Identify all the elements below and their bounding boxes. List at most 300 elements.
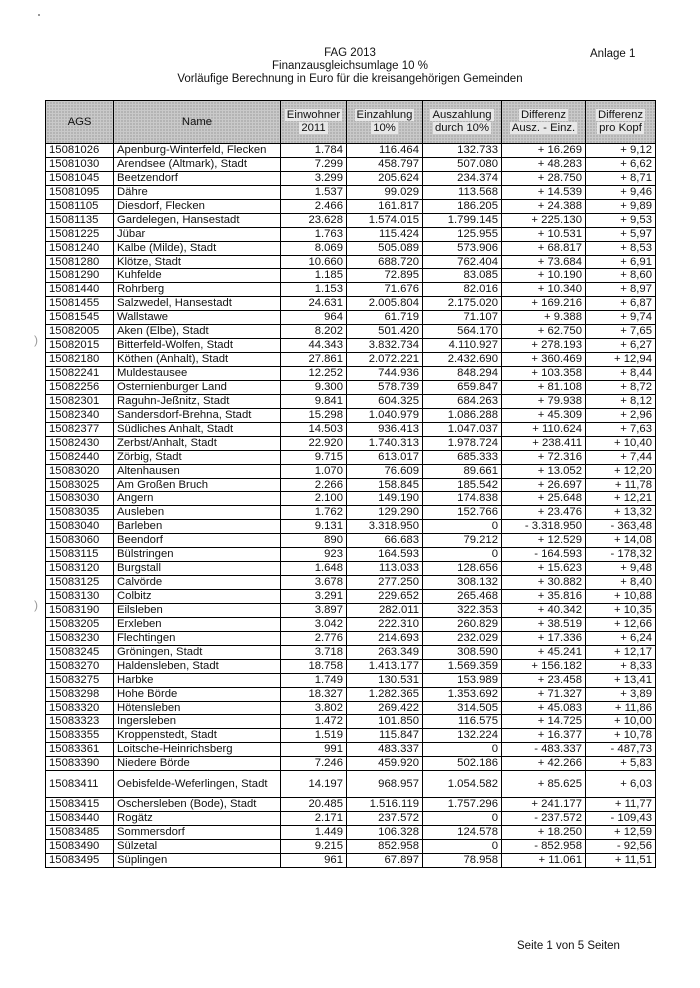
cell-einwohner: 991 bbox=[281, 743, 347, 757]
cell-name: Hohe Börde bbox=[114, 687, 281, 701]
cell-name: Beetzendorf bbox=[114, 171, 281, 185]
cell-auszahlung: 89.661 bbox=[423, 464, 502, 478]
cell-differenz: + 12.529 bbox=[502, 534, 586, 548]
cell-name: Oschersleben (Bode), Stadt bbox=[114, 798, 281, 812]
cell-auszahlung: 2.175.020 bbox=[423, 297, 502, 311]
table-row bbox=[46, 506, 656, 520]
cell-differenz: + 25.648 bbox=[502, 492, 586, 506]
cell-name: Sommersdorf bbox=[114, 826, 281, 840]
cell-einwohner: 22.920 bbox=[281, 436, 347, 450]
cell-differenz: + 62.750 bbox=[502, 325, 586, 339]
cell-auszahlung: 684.263 bbox=[423, 394, 502, 408]
cell-pro-kopf: + 5,83 bbox=[586, 757, 656, 771]
cell-differenz: + 73.684 bbox=[502, 255, 586, 269]
cell-differenz: + 10.340 bbox=[502, 283, 586, 297]
cell-auszahlung: 113.568 bbox=[423, 185, 502, 199]
cell-name: Muldestausee bbox=[114, 367, 281, 381]
cell-auszahlung: 507.080 bbox=[423, 157, 502, 171]
cell-differenz: + 169.216 bbox=[502, 297, 586, 311]
cell-ags: 15081240 bbox=[46, 241, 114, 255]
table-row bbox=[46, 603, 656, 617]
cell-differenz: + 103.358 bbox=[502, 367, 586, 381]
cell-ags: 15082301 bbox=[46, 394, 114, 408]
cell-einwohner: 8.069 bbox=[281, 241, 347, 255]
cell-einwohner: 1.784 bbox=[281, 144, 347, 158]
cell-differenz: + 14.725 bbox=[502, 715, 586, 729]
table-row bbox=[46, 394, 656, 408]
table-row bbox=[46, 171, 656, 185]
cell-name: Osternienburger Land bbox=[114, 380, 281, 394]
cell-einwohner: 2.266 bbox=[281, 478, 347, 492]
cell-ags: 15083030 bbox=[46, 492, 114, 506]
cell-ags: 15083355 bbox=[46, 729, 114, 743]
cell-name: Jübar bbox=[114, 227, 281, 241]
cell-einwohner: 18.758 bbox=[281, 659, 347, 673]
cell-name: Harbke bbox=[114, 673, 281, 687]
cell-differenz: + 16.377 bbox=[502, 729, 586, 743]
cell-auszahlung: 265.468 bbox=[423, 590, 502, 604]
cell-pro-kopf: + 11,51 bbox=[586, 853, 656, 867]
cell-differenz: + 28.750 bbox=[502, 171, 586, 185]
cell-einwohner: 44.343 bbox=[281, 339, 347, 353]
cell-einzahlung: 101.850 bbox=[347, 715, 423, 729]
cell-pro-kopf: + 6,03 bbox=[586, 771, 656, 798]
cell-name: Sandersdorf-Brehna, Stadt bbox=[114, 408, 281, 422]
header-name: Name bbox=[114, 101, 281, 144]
cell-differenz: + 42.266 bbox=[502, 757, 586, 771]
cell-einwohner: 1.472 bbox=[281, 715, 347, 729]
cell-auszahlung: 174.838 bbox=[423, 492, 502, 506]
cell-einzahlung: 282.011 bbox=[347, 603, 423, 617]
table-row bbox=[46, 227, 656, 241]
header-einzahlung: Einzahlung 10% bbox=[347, 101, 423, 144]
cell-auszahlung: 78.958 bbox=[423, 853, 502, 867]
cell-differenz: + 26.697 bbox=[502, 478, 586, 492]
cell-name: Gröningen, Stadt bbox=[114, 645, 281, 659]
table-row bbox=[46, 590, 656, 604]
table-row bbox=[46, 853, 656, 867]
cell-differenz: + 110.624 bbox=[502, 422, 586, 436]
cell-name: Colbitz bbox=[114, 590, 281, 604]
cell-einwohner: 7.246 bbox=[281, 757, 347, 771]
cell-ags: 15083025 bbox=[46, 478, 114, 492]
cell-name: Diesdorf, Flecken bbox=[114, 199, 281, 213]
cell-auszahlung: 71.107 bbox=[423, 311, 502, 325]
cell-name: Angern bbox=[114, 492, 281, 506]
cell-pro-kopf: + 8,12 bbox=[586, 394, 656, 408]
table-row bbox=[46, 367, 656, 381]
cell-einwohner: 1.449 bbox=[281, 826, 347, 840]
cell-auszahlung: 232.029 bbox=[423, 631, 502, 645]
cell-auszahlung: 1.353.692 bbox=[423, 687, 502, 701]
cell-differenz: + 23.458 bbox=[502, 673, 586, 687]
header-einwohner: Einwohner 2011 bbox=[281, 101, 347, 144]
table-row bbox=[46, 715, 656, 729]
cell-pro-kopf: + 5,97 bbox=[586, 227, 656, 241]
cell-ags: 15081135 bbox=[46, 213, 114, 227]
table-row bbox=[46, 408, 656, 422]
cell-einzahlung: 229.652 bbox=[347, 590, 423, 604]
cell-pro-kopf: + 8,97 bbox=[586, 283, 656, 297]
cell-ags: 15081045 bbox=[46, 171, 114, 185]
punch-hole-mark: ) bbox=[34, 598, 38, 612]
cell-einzahlung: 130.531 bbox=[347, 673, 423, 687]
cell-einwohner: 10.660 bbox=[281, 255, 347, 269]
cell-ags: 15083230 bbox=[46, 631, 114, 645]
cell-einwohner: 964 bbox=[281, 311, 347, 325]
cell-pro-kopf: + 9,12 bbox=[586, 144, 656, 158]
cell-pro-kopf: + 6,62 bbox=[586, 157, 656, 171]
cell-pro-kopf: + 8,72 bbox=[586, 380, 656, 394]
cell-pro-kopf: + 12,20 bbox=[586, 464, 656, 478]
cell-einzahlung: 501.420 bbox=[347, 325, 423, 339]
cell-einwohner: 923 bbox=[281, 548, 347, 562]
cell-einzahlung: 968.957 bbox=[347, 771, 423, 798]
cell-differenz: + 14.539 bbox=[502, 185, 586, 199]
cell-ags: 15083120 bbox=[46, 562, 114, 576]
cell-einzahlung: 158.845 bbox=[347, 478, 423, 492]
cell-ags: 15082340 bbox=[46, 408, 114, 422]
cell-einzahlung: 164.593 bbox=[347, 548, 423, 562]
table-row bbox=[46, 757, 656, 771]
cell-ags: 15083190 bbox=[46, 603, 114, 617]
cell-einzahlung: 1.740.313 bbox=[347, 436, 423, 450]
cell-ags: 15083440 bbox=[46, 812, 114, 826]
table-row bbox=[46, 436, 656, 450]
cell-ags: 15081225 bbox=[46, 227, 114, 241]
cell-einwohner: 1.762 bbox=[281, 506, 347, 520]
table-row bbox=[46, 339, 656, 353]
cell-pro-kopf: + 6,24 bbox=[586, 631, 656, 645]
table-body bbox=[46, 144, 656, 868]
cell-pro-kopf: + 10,40 bbox=[586, 436, 656, 450]
cell-ags: 15083490 bbox=[46, 840, 114, 854]
cell-einwohner: 3.897 bbox=[281, 603, 347, 617]
cell-differenz: - 164.593 bbox=[502, 548, 586, 562]
cell-einwohner: 1.153 bbox=[281, 283, 347, 297]
cell-differenz: + 71.327 bbox=[502, 687, 586, 701]
cell-pro-kopf: + 12,59 bbox=[586, 826, 656, 840]
cell-name: Zerbst/Anhalt, Stadt bbox=[114, 436, 281, 450]
cell-einzahlung: 115.424 bbox=[347, 227, 423, 241]
cell-pro-kopf: + 10,88 bbox=[586, 590, 656, 604]
cell-einzahlung: 149.190 bbox=[347, 492, 423, 506]
cell-pro-kopf: - 487,73 bbox=[586, 743, 656, 757]
cell-einwohner: 2.466 bbox=[281, 199, 347, 213]
calculation-table bbox=[45, 100, 656, 868]
cell-einzahlung: 613.017 bbox=[347, 450, 423, 464]
scan-speck bbox=[38, 14, 40, 16]
cell-auszahlung: 0 bbox=[423, 548, 502, 562]
cell-differenz: + 40.342 bbox=[502, 603, 586, 617]
cell-einzahlung: 129.290 bbox=[347, 506, 423, 520]
table-row bbox=[46, 812, 656, 826]
cell-einwohner: 23.628 bbox=[281, 213, 347, 227]
cell-auszahlung: 83.085 bbox=[423, 269, 502, 283]
table-row bbox=[46, 548, 656, 562]
cell-pro-kopf: - 363,48 bbox=[586, 520, 656, 534]
cell-pro-kopf: + 9,48 bbox=[586, 562, 656, 576]
cell-differenz: + 38.519 bbox=[502, 617, 586, 631]
cell-name: Burgstall bbox=[114, 562, 281, 576]
cell-differenz: + 45.241 bbox=[502, 645, 586, 659]
cell-einwohner: 3.802 bbox=[281, 701, 347, 715]
cell-name: Ingersleben bbox=[114, 715, 281, 729]
cell-einwohner: 12.252 bbox=[281, 367, 347, 381]
cell-differenz: + 68.817 bbox=[502, 241, 586, 255]
cell-pro-kopf: + 2,96 bbox=[586, 408, 656, 422]
table-row bbox=[46, 380, 656, 394]
cell-einwohner: 3.678 bbox=[281, 576, 347, 590]
cell-name: Flechtingen bbox=[114, 631, 281, 645]
cell-name: Eilsleben bbox=[114, 603, 281, 617]
cell-name: Ausleben bbox=[114, 506, 281, 520]
cell-auszahlung: 124.578 bbox=[423, 826, 502, 840]
table-row bbox=[46, 422, 656, 436]
cell-name: Haldensleben, Stadt bbox=[114, 659, 281, 673]
cell-name: Am Großen Bruch bbox=[114, 478, 281, 492]
cell-ags: 15083115 bbox=[46, 548, 114, 562]
table-row bbox=[46, 255, 656, 269]
cell-ags: 15083245 bbox=[46, 645, 114, 659]
cell-name: Zörbig, Stadt bbox=[114, 450, 281, 464]
cell-einzahlung: 578.739 bbox=[347, 380, 423, 394]
cell-auszahlung: 573.906 bbox=[423, 241, 502, 255]
cell-ags: 15083040 bbox=[46, 520, 114, 534]
cell-einwohner: 9.131 bbox=[281, 520, 347, 534]
cell-name: Gardelegen, Hansestadt bbox=[114, 213, 281, 227]
table-row bbox=[46, 798, 656, 812]
table-row bbox=[46, 213, 656, 227]
cell-name: Bülstringen bbox=[114, 548, 281, 562]
cell-einzahlung: 113.033 bbox=[347, 562, 423, 576]
cell-einwohner: 3.718 bbox=[281, 645, 347, 659]
table-header-row bbox=[46, 101, 656, 144]
cell-einzahlung: 71.676 bbox=[347, 283, 423, 297]
cell-differenz: - 483.337 bbox=[502, 743, 586, 757]
table-row bbox=[46, 673, 656, 687]
cell-auszahlung: 0 bbox=[423, 840, 502, 854]
cell-pro-kopf: + 8,33 bbox=[586, 659, 656, 673]
cell-auszahlung: 4.110.927 bbox=[423, 339, 502, 353]
cell-pro-kopf: - 109,43 bbox=[586, 812, 656, 826]
cell-pro-kopf: + 12,17 bbox=[586, 645, 656, 659]
cell-ags: 15083060 bbox=[46, 534, 114, 548]
cell-pro-kopf: - 178,32 bbox=[586, 548, 656, 562]
cell-einzahlung: 688.720 bbox=[347, 255, 423, 269]
cell-einzahlung: 61.719 bbox=[347, 311, 423, 325]
cell-name: Altenhausen bbox=[114, 464, 281, 478]
cell-einwohner: 961 bbox=[281, 853, 347, 867]
header-ags: AGS bbox=[46, 101, 114, 144]
cell-differenz: + 241.177 bbox=[502, 798, 586, 812]
header-differenz-pro-kopf: Differenz pro Kopf bbox=[586, 101, 656, 144]
cell-differenz: + 11.061 bbox=[502, 853, 586, 867]
cell-auszahlung: 1.047.037 bbox=[423, 422, 502, 436]
cell-einzahlung: 936.413 bbox=[347, 422, 423, 436]
cell-einwohner: 9.215 bbox=[281, 840, 347, 854]
cell-pro-kopf: + 7,44 bbox=[586, 450, 656, 464]
cell-einwohner: 24.631 bbox=[281, 297, 347, 311]
cell-pro-kopf: + 10,35 bbox=[586, 603, 656, 617]
cell-einzahlung: 744.936 bbox=[347, 367, 423, 381]
cell-name: Kroppenstedt, Stadt bbox=[114, 729, 281, 743]
table-row bbox=[46, 157, 656, 171]
cell-name: Barleben bbox=[114, 520, 281, 534]
cell-auszahlung: 260.829 bbox=[423, 617, 502, 631]
cell-einwohner: 1.519 bbox=[281, 729, 347, 743]
cell-auszahlung: 234.374 bbox=[423, 171, 502, 185]
table-row bbox=[46, 241, 656, 255]
table-row bbox=[46, 617, 656, 631]
cell-ags: 15083485 bbox=[46, 826, 114, 840]
cell-name: Klötze, Stadt bbox=[114, 255, 281, 269]
cell-pro-kopf: + 9,46 bbox=[586, 185, 656, 199]
table-row bbox=[46, 311, 656, 325]
cell-differenz: + 278.193 bbox=[502, 339, 586, 353]
cell-differenz: + 81.108 bbox=[502, 380, 586, 394]
cell-ags: 15082005 bbox=[46, 325, 114, 339]
cell-ags: 15081105 bbox=[46, 199, 114, 213]
cell-auszahlung: 185.542 bbox=[423, 478, 502, 492]
cell-auszahlung: 1.978.724 bbox=[423, 436, 502, 450]
cell-pro-kopf: + 14,08 bbox=[586, 534, 656, 548]
cell-einzahlung: 1.282.365 bbox=[347, 687, 423, 701]
cell-differenz: + 45.083 bbox=[502, 701, 586, 715]
cell-name: Raguhn-Jeßnitz, Stadt bbox=[114, 394, 281, 408]
cell-ags: 15081290 bbox=[46, 269, 114, 283]
cell-pro-kopf: + 8,40 bbox=[586, 576, 656, 590]
table-row bbox=[46, 534, 656, 548]
cell-einzahlung: 76.609 bbox=[347, 464, 423, 478]
page-number: Seite 1 von 5 Seiten bbox=[517, 940, 620, 952]
cell-einzahlung: 263.349 bbox=[347, 645, 423, 659]
table-row bbox=[46, 520, 656, 534]
cell-auszahlung: 659.847 bbox=[423, 380, 502, 394]
cell-einwohner: 9.300 bbox=[281, 380, 347, 394]
cell-ags: 15083298 bbox=[46, 687, 114, 701]
table-row bbox=[46, 631, 656, 645]
cell-pro-kopf: + 7,65 bbox=[586, 325, 656, 339]
cell-name: Süplingen bbox=[114, 853, 281, 867]
cell-auszahlung: 308.590 bbox=[423, 645, 502, 659]
cell-pro-kopf: + 6,87 bbox=[586, 297, 656, 311]
cell-name: Rogätz bbox=[114, 812, 281, 826]
cell-ags: 15083035 bbox=[46, 506, 114, 520]
cell-einzahlung: 205.624 bbox=[347, 171, 423, 185]
cell-pro-kopf: + 3,89 bbox=[586, 687, 656, 701]
cell-pro-kopf: + 10,78 bbox=[586, 729, 656, 743]
cell-auszahlung: 1.757.296 bbox=[423, 798, 502, 812]
cell-name: Dähre bbox=[114, 185, 281, 199]
cell-auszahlung: 0 bbox=[423, 812, 502, 826]
cell-einwohner: 3.042 bbox=[281, 617, 347, 631]
cell-ags: 15083390 bbox=[46, 757, 114, 771]
cell-differenz: + 10.190 bbox=[502, 269, 586, 283]
cell-differenz: + 30.882 bbox=[502, 576, 586, 590]
document-description: Vorläufige Berechnung in Euro für die kreisangehörigen Gemeinden bbox=[177, 73, 523, 85]
cell-differenz: + 79.938 bbox=[502, 394, 586, 408]
cell-differenz: + 360.469 bbox=[502, 353, 586, 367]
cell-auszahlung: 1.086.288 bbox=[423, 408, 502, 422]
cell-differenz: + 85.625 bbox=[502, 771, 586, 798]
cell-einzahlung: 3.832.734 bbox=[347, 339, 423, 353]
cell-differenz: + 156.182 bbox=[502, 659, 586, 673]
cell-auszahlung: 848.294 bbox=[423, 367, 502, 381]
cell-differenz: + 24.388 bbox=[502, 199, 586, 213]
cell-einwohner: 14.197 bbox=[281, 771, 347, 798]
cell-einzahlung: 222.310 bbox=[347, 617, 423, 631]
cell-einwohner: 9.841 bbox=[281, 394, 347, 408]
document-title: FAG 2013 bbox=[324, 47, 376, 59]
cell-einzahlung: 72.895 bbox=[347, 269, 423, 283]
cell-pro-kopf: + 9,89 bbox=[586, 199, 656, 213]
cell-name: Rohrberg bbox=[114, 283, 281, 297]
cell-ags: 15083020 bbox=[46, 464, 114, 478]
cell-ags: 15082377 bbox=[46, 422, 114, 436]
table-row bbox=[46, 771, 656, 798]
table-row bbox=[46, 645, 656, 659]
cell-differenz: + 9.388 bbox=[502, 311, 586, 325]
cell-ags: 15083415 bbox=[46, 798, 114, 812]
cell-ags: 15083130 bbox=[46, 590, 114, 604]
cell-auszahlung: 1.569.359 bbox=[423, 659, 502, 673]
cell-auszahlung: 308.132 bbox=[423, 576, 502, 590]
cell-einzahlung: 1.516.119 bbox=[347, 798, 423, 812]
cell-ags: 15083495 bbox=[46, 853, 114, 867]
cell-auszahlung: 685.333 bbox=[423, 450, 502, 464]
cell-einzahlung: 483.337 bbox=[347, 743, 423, 757]
cell-differenz: + 45.309 bbox=[502, 408, 586, 422]
table-row bbox=[46, 325, 656, 339]
cell-einzahlung: 2.072.221 bbox=[347, 353, 423, 367]
cell-einzahlung: 852.958 bbox=[347, 840, 423, 854]
cell-ags: 15083411 bbox=[46, 771, 114, 798]
cell-ags: 15082430 bbox=[46, 436, 114, 450]
table-row bbox=[46, 743, 656, 757]
cell-einzahlung: 106.328 bbox=[347, 826, 423, 840]
cell-differenz: + 18.250 bbox=[502, 826, 586, 840]
table-row bbox=[46, 450, 656, 464]
cell-einzahlung: 66.683 bbox=[347, 534, 423, 548]
cell-einzahlung: 2.005.804 bbox=[347, 297, 423, 311]
cell-name: Erxleben bbox=[114, 617, 281, 631]
cell-pro-kopf: + 10,00 bbox=[586, 715, 656, 729]
cell-name: Salzwedel, Hansestadt bbox=[114, 297, 281, 311]
cell-pro-kopf: + 6,27 bbox=[586, 339, 656, 353]
table-row bbox=[46, 185, 656, 199]
cell-differenz: + 16.269 bbox=[502, 144, 586, 158]
cell-pro-kopf: + 8,60 bbox=[586, 269, 656, 283]
table-row bbox=[46, 576, 656, 590]
cell-ags: 15081095 bbox=[46, 185, 114, 199]
cell-differenz: + 72.316 bbox=[502, 450, 586, 464]
table-row bbox=[46, 464, 656, 478]
cell-differenz: + 225.130 bbox=[502, 213, 586, 227]
cell-name: Bitterfeld-Wolfen, Stadt bbox=[114, 339, 281, 353]
cell-auszahlung: 128.656 bbox=[423, 562, 502, 576]
cell-einwohner: 9.715 bbox=[281, 450, 347, 464]
cell-name: Sülzetal bbox=[114, 840, 281, 854]
cell-ags: 15083275 bbox=[46, 673, 114, 687]
cell-pro-kopf: + 12,66 bbox=[586, 617, 656, 631]
cell-name: Hötensleben bbox=[114, 701, 281, 715]
cell-einzahlung: 459.920 bbox=[347, 757, 423, 771]
cell-pro-kopf: + 12,94 bbox=[586, 353, 656, 367]
cell-auszahlung: 1.054.582 bbox=[423, 771, 502, 798]
document-subtitle: Finanzausgleichsumlage 10 % bbox=[272, 60, 428, 72]
cell-auszahlung: 132.224 bbox=[423, 729, 502, 743]
